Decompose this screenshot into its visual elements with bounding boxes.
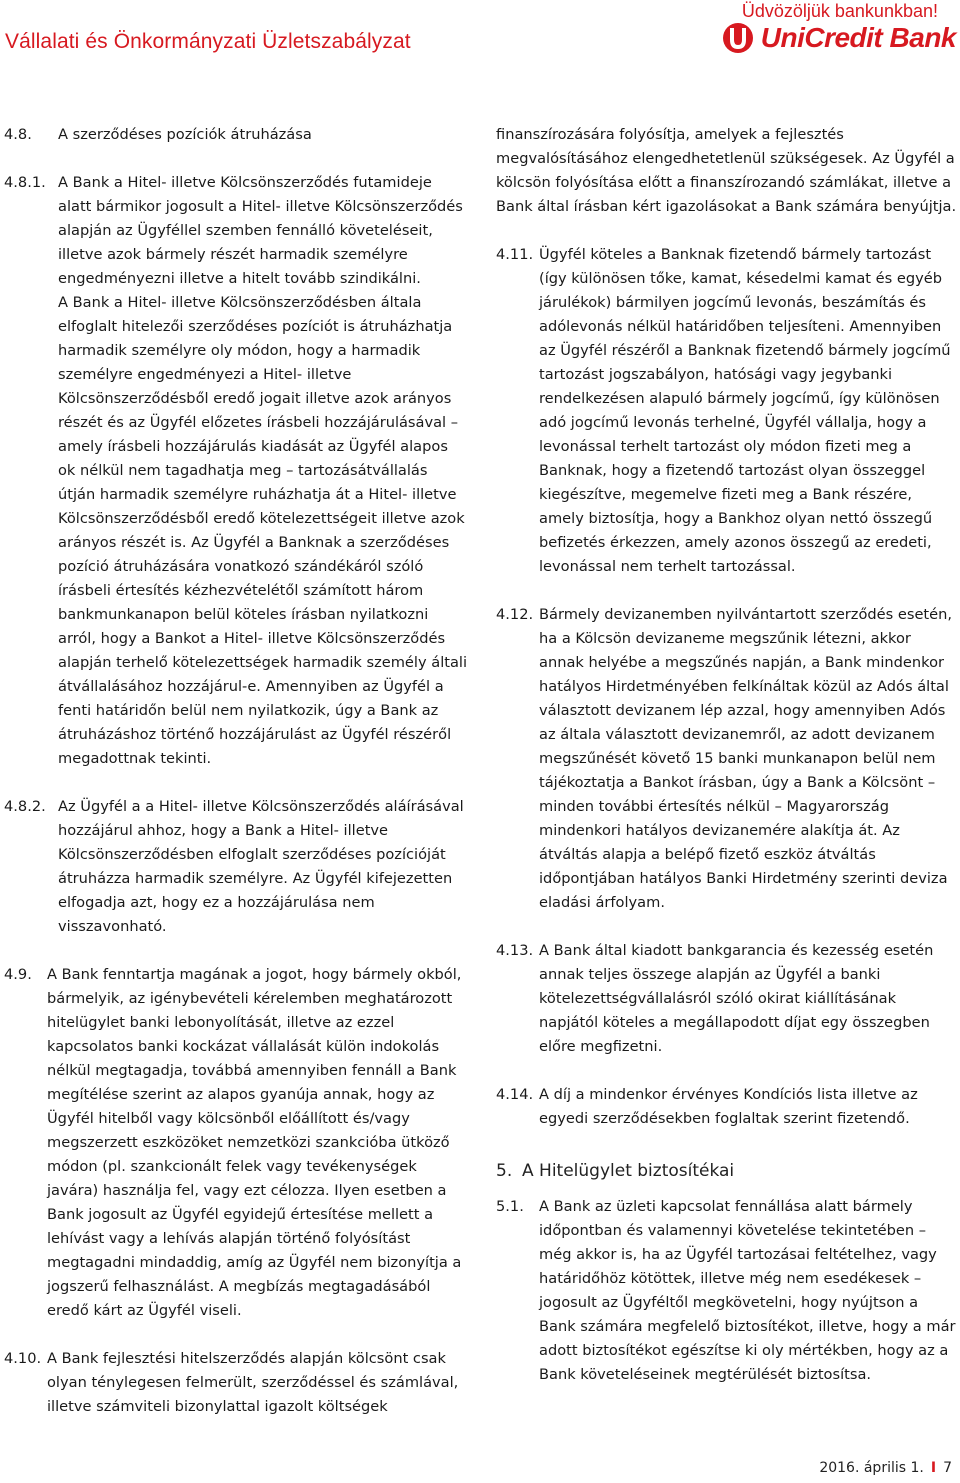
chapter-title: A Hitelügylet biztosítékai (522, 1161, 735, 1181)
section-number: 4.13. (496, 942, 534, 959)
section-4-9 (4, 963, 469, 1323)
paragraph-continued: finanszírozására folyósítja, amelyek a fejlesztés megvalósításához elengedhetetlenül szükségesek. Az Ügyfél a kölcsön folyósítása előtt a finanszírozandó számlákat, illetve a Bank által írásban kért igazolásokat a Bank számára benyújtja. (496, 126, 957, 215)
right-column (496, 123, 958, 1387)
paragraph: A díj a mindenkor érvényes Kondíciós lista illetve az egyedi szerződésekben foglaltak szerint fizetendő. (539, 1086, 918, 1127)
chapter-number: 5. (496, 1161, 513, 1181)
section-title: A szerződéses pozíciók átruházása (58, 126, 312, 143)
section-number: 4.8.2. (4, 798, 46, 815)
paragraph: A Bank által kiadott bankgarancia és kezesség esetén annak teljes összege alapján az Ügyfél a banki kötelezettségvállalásról szóló okirat kiállításának napjától köteles a megállapodott díjat egy összegben előre megfizetni. (539, 942, 934, 1055)
paragraph: A Bank a Hitel- illetve Kölcsönszerződés futamideje alatt bármikor jogosult a Hitel- illetve Kölcsönszerződés alapján az Ügyféllel szemben fennálló követeléseit, illetve azok bármely részét harmadik személyre engedményezni illetve a hitelt tovább szindikálni. (58, 174, 463, 287)
footer-date: 2016. április 1. (819, 1460, 924, 1476)
left-column (4, 123, 469, 1419)
section-4-8 (4, 123, 469, 147)
section-number: 4.14. (496, 1086, 534, 1103)
paragraph: A Bank fejlesztési hitelszerződés alapján kölcsönt csak olyan ténylegesen felmerült, szerződéssel és számlával, illetve számviteli bizonylattal igazolt költségek (47, 1350, 459, 1415)
section-number: 4.8.1. (4, 174, 46, 191)
section-4-14 (496, 1083, 958, 1131)
chapter-heading (496, 1159, 958, 1183)
paragraph: A Bank az üzleti kapcsolat fennállása alatt bármely időpontban és valamennyi követelése tekintetében – még akkor is, ha az Ügyfél tartozásai feltételhez, vagy határidőhöz kötöttek, illetve még nem esedékesek – jogosult az Ügyféltől megkövetelni, hogy nyújtson a Bank számára megfelelő biztosítékot, illetve, hogy a már adott biztosítékot egészítse ki oly mértékben, hogy az a Bank követeléseinek megtérülését biztosítsa. (539, 1198, 956, 1383)
section-number: 4.12. (496, 606, 534, 623)
section-number: 5.1. (496, 1198, 524, 1215)
unicredit-logo-icon (721, 22, 755, 54)
section-4-10 (4, 1347, 469, 1419)
section-5-1 (496, 1195, 958, 1387)
page-number: 7 (943, 1460, 952, 1476)
paragraph: Ügyfél köteles a Banknak fizetendő bármely tartozást (így különösen tőke, kamat, késedelmi kamat és egyéb járulékok) bármilyen jogcímű levonás, beszámítás és adólevonás nélkül határidőben teljesíteni. Amennyiben az Ügyfél részéről a Banknak fizetendő bármely jogcímű tartozást jogszabályon, hatósági vagy jegybanki rendelkezésen alapuló bármely jogcímű, így különösen adó jogcímű levonás terhelné, Ügyfél vállalja, hogy a levonással terhelt tartozást oly módon fizeti meg a Banknak, hogy a fizetendő tartozást olyan összeggel kiegészítve, megemelve fizeti meg a Bank részére, amely biztosítja, hogy a Bankhoz olyan nettó összegű befizetés érkezzen, amely azonos összegű az eredeti, levonással nem terhelt tartozással. (539, 246, 951, 575)
section-4-12 (496, 603, 958, 915)
welcome-text: Üdvözöljük bankunkban! (741, 1, 938, 21)
paragraph: Az Ügyfél a a Hitel- illetve Kölcsönszerződés aláírásával hozzájárul ahhoz, hogy a Bank a Hitel- illetve Kölcsönszerződésben elfoglalt szerződéses pozícióját átruházza harmadik személyre. Az Ügyfél kifejezetten elfogadja azt, hogy ez a hozzájárulása nem visszavonható. (58, 798, 464, 935)
document-title: Vállalati és Önkormányzati Üzletszabályzat (5, 30, 411, 53)
paragraph: Bármely devizanemben nyilvántartott szerződés esetén, ha a Kölcsön devizaneme megszűnik létezni, akkor annak helyébe a megszűnés napján, a Bank mindenkor hatályos Hirdetményében felkínáltak közül az Adós által választott devizanem lép azzal, hogy amennyiben Adós az általa választott devizanemről, az adott devizanem megszűnését követő 15 banki munkanapon belül nem tájékoztatja a Bankot írásban, úgy a Bank a Kölcsönt – minden további értesítés nélkül – Magyarország mindenkori hatályos devizanemére alakítja át. Az átváltás alapja a belépő fizető eszköz átváltás időpontjában hatályos Banki Hirdetmény szerinti deviza eladási árfolyam. (539, 606, 953, 911)
section-number: 4.8. (4, 126, 32, 143)
brand-logo (721, 22, 956, 54)
section-number: 4.10. (4, 1350, 42, 1367)
section-number: 4.9. (4, 966, 32, 983)
brand-name: UniCredit Bank (760, 22, 956, 53)
section-4-11 (496, 243, 958, 579)
section-4-8-1 (4, 171, 469, 771)
section-number: 4.11. (496, 246, 534, 263)
footer-separator: I (930, 1460, 937, 1476)
section-4-13 (496, 939, 958, 1059)
paragraph: A Bank a Hitel- illetve Kölcsönszerződésben általa elfoglalt hitelezői szerződéses pozíciót is átruházhatja harmadik személyre oly módon, hogy a harmadik személyre engedményezi a Hitel- illetve Kölcsönszerződésből eredő jogait illetve azok arányos részét és az Ügyfél előzetes írásbeli hozzájárulásával – amely írásbeli hozzájárulás kiadását az Ügyfél alapos ok nélkül nem tagadhatja meg – tartozásátvállalás útján harmadik személyre ruházhatja át a Hitel- illetve Kölcsönszerződésből eredő kötelezettségeit illetve azok arányos részét is. Az Ügyfél a Banknak a szerződéses pozíció átruházására vonatkozó szándékáról szóló írásbeli értesítés kézhezvételétől számított három bankmunkanapon belül köteles írásban nyilatkozni arról, hogy a Bankot a Hitel- illetve Kölcsönszerződés alapján terhelő kötelezettségek harmadik személy általi átvállalásához hozzájárul-e. Amennyiben az Ügyfél a fenti határidőn belül nem nyilatkozik, úgy a Bank az átruházáshoz történő hozzájárulást az Ügyfél részéről megadottnak tekinti. (58, 294, 468, 767)
paragraph: A Bank fenntartja magának a jogot, hogy bármely okból, bármelyik, az igénybevételi kérelemben meghatározott hitelügylet banki lebonyolítását, illetve az ezzel kapcsolatos banki kockázat vállalását külön indokolás nélkül megtagadja, továbbá amennyiben fennáll a Bank megítélése szerint az alapos gyanúja annak, hogy az Ügyfél hitelből vagy kölcsönből előállított és/vagy megszerzett eszközöket nemzetközi szankcióba ütköző módon (pl. szankcionált felek vagy tevékenységek javára) használja fel, vagy ezt célozza. Ilyen esetben a Bank jogosult az Ügyfél egyidejű értesítése mellett a lehívást vagy a lehívás alapján történő folyósítást megtagadni mindaddig, amíg az Ügyfél nem bizonyítja a jogszerű felhasználást. A megbízás megtagadásából eredő kárt az Ügyfél viseli. (47, 966, 462, 1319)
section-4-8-2 (4, 795, 469, 939)
page-footer (819, 1460, 952, 1476)
